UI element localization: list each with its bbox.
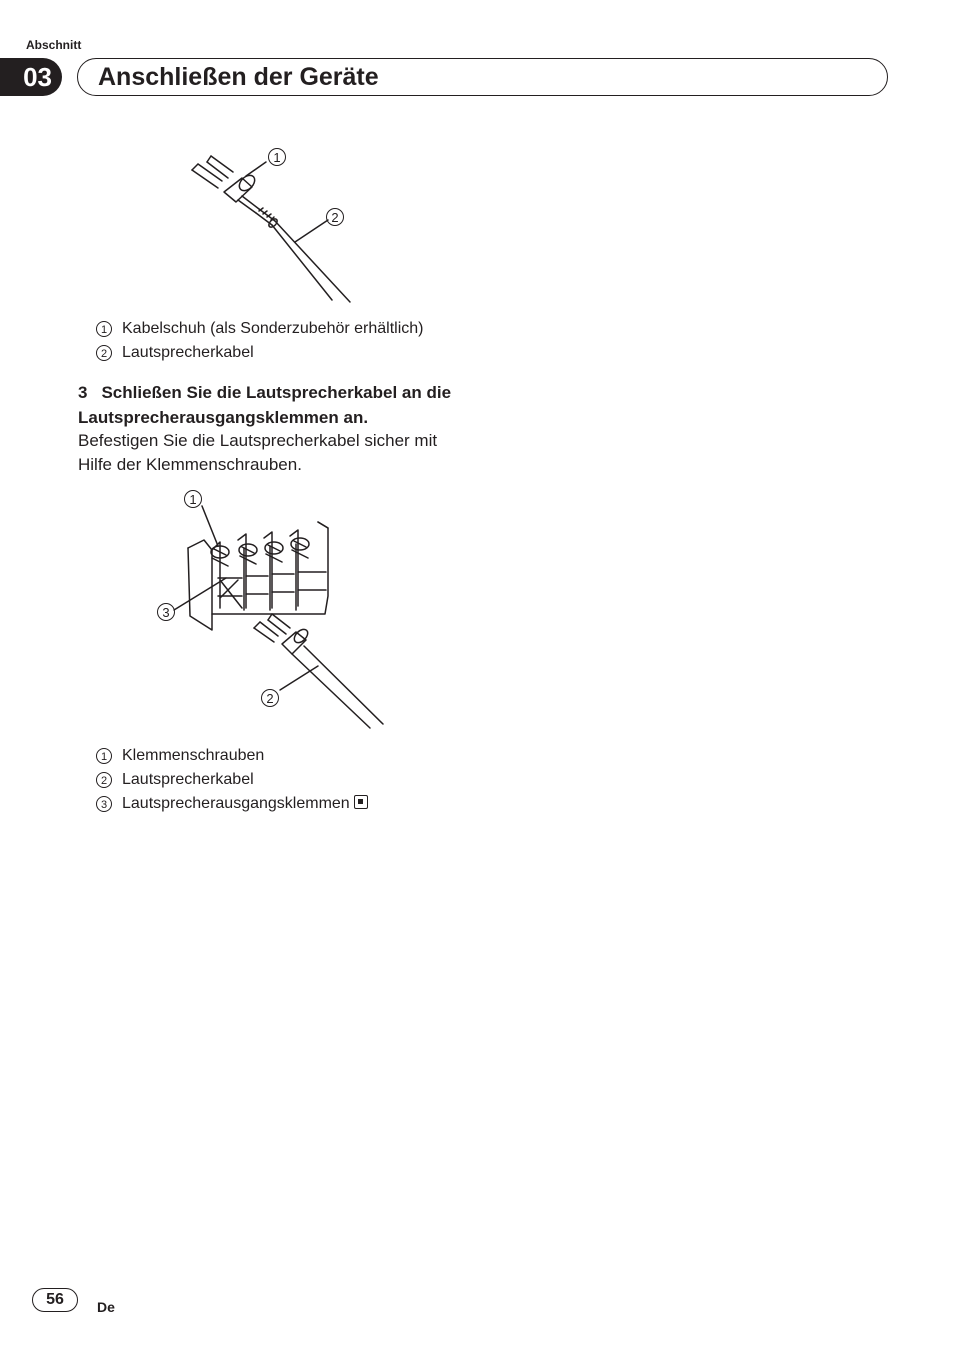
section-title: Anschließen der Geräte [98, 63, 379, 91]
callout-1: 1 [184, 490, 202, 508]
legend-item [96, 317, 424, 341]
legend-item [96, 792, 368, 816]
step-body: Befestigen Sie die Lautsprecherkabel sicher mit Hilfe der Klemmenschrauben. [78, 431, 438, 474]
legend-item [96, 768, 254, 792]
section-end-icon [354, 795, 368, 809]
page-number: 56 [32, 1288, 78, 1312]
step-heading [78, 380, 468, 430]
legend-text: Lautsprecherausgangsklemmen [122, 795, 350, 812]
callout-2: 2 [261, 689, 279, 707]
step-number: 3 [78, 383, 88, 402]
callout-2: 2 [326, 208, 344, 226]
legend-item [96, 744, 264, 768]
legend-number: 3 [96, 796, 112, 812]
language-code: De [97, 1299, 115, 1315]
legend-number: 1 [96, 321, 112, 337]
legend-item [96, 341, 254, 365]
legend-text: Lautsprecherkabel [122, 344, 254, 361]
legend-text: Klemmenschrauben [122, 747, 265, 764]
figure-spade-lug-cable [180, 140, 380, 310]
callout-3: 3 [157, 603, 175, 621]
legend-text: Kabelschuh (als Sonderzubehör erhältlich) [122, 320, 424, 337]
section-number-badge: 03 [0, 58, 62, 96]
legend-number: 2 [96, 345, 112, 361]
legend-number: 2 [96, 772, 112, 788]
section-label: Abschnitt [26, 38, 82, 52]
step-heading-text: Schließen Sie die Lautsprecherkabel an die Lautsprecherausgangsklemmen an. [78, 383, 452, 427]
legend-number: 1 [96, 748, 112, 764]
legend-text: Lautsprecherkabel [122, 771, 254, 788]
callout-1: 1 [268, 148, 286, 166]
